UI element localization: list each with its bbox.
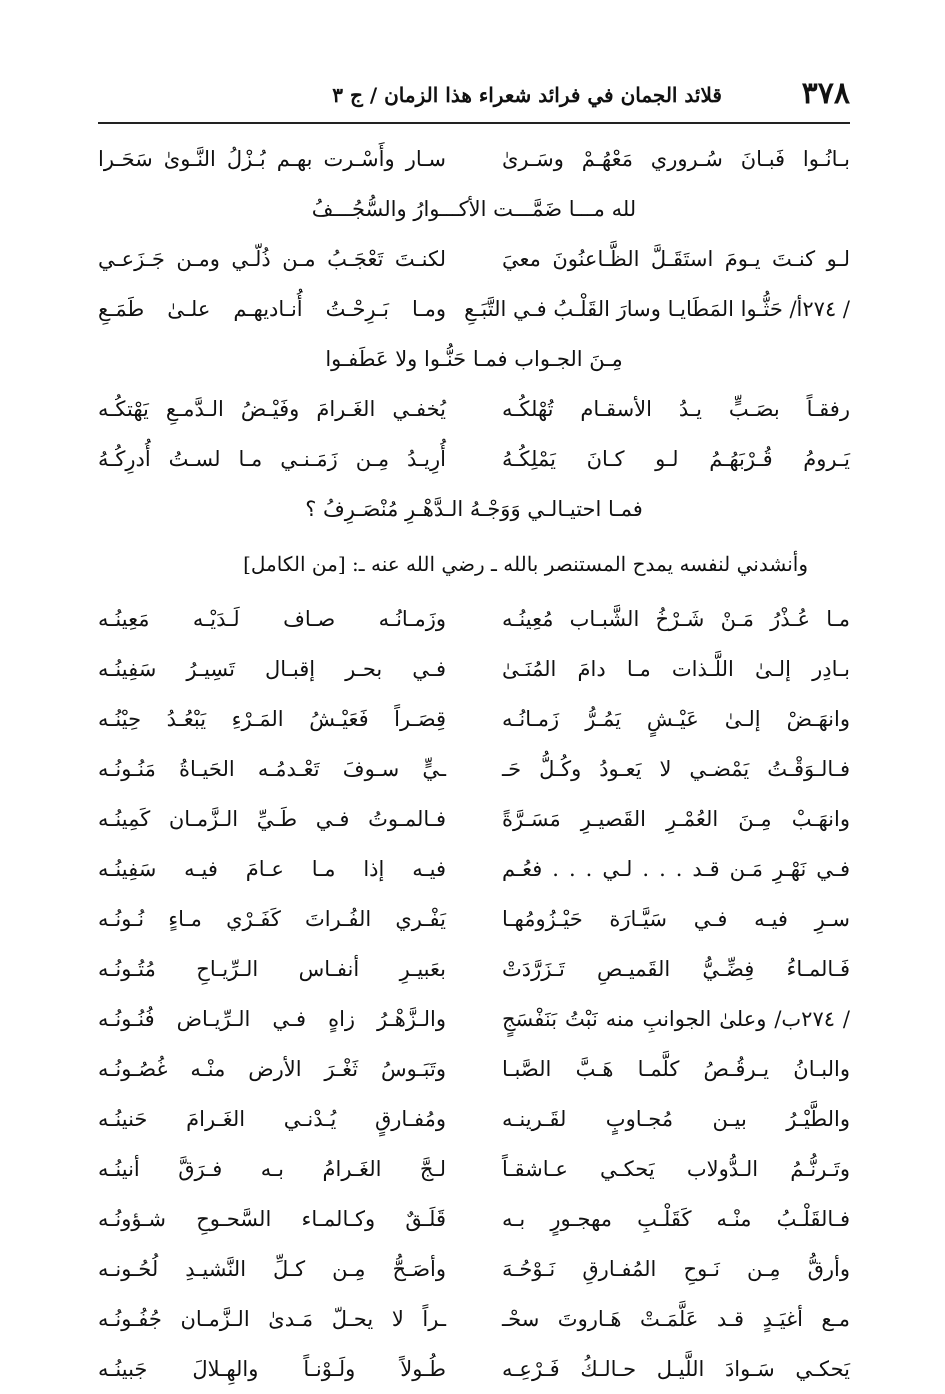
verse-couplet [98, 844, 850, 894]
second-hemistich: يَفْـري الفُـراتَ كَفَـرْي مـاءٍ نُـونُـه [98, 907, 446, 931]
second-hemistich: أُرِيـدُ مِـن زَمَـنـي مـا لسـتُ أُدرِكُـهُ [98, 447, 446, 471]
second-hemistich: قِصَـراً فَعَيْـشُ المَـرْءِ يَبْعُـدُ حِيْنُـه [98, 707, 446, 731]
verse-couplet [98, 894, 850, 944]
page-number: ٣٧٨ [801, 76, 850, 111]
first-hemistich: وتَـرنُّـمُ الـدُّولاب يَحكـي عـاشقـاً [502, 1157, 850, 1181]
verse-couplet [98, 1194, 850, 1244]
first-hemistich: مـع أغيَـدٍ قـد عَلَّمَـتْ هَـاروتَ سحْـ [502, 1307, 850, 1331]
first-hemistich: وانهَـضْ إلـىٰ عَيْـشٍ يَمُـرُّ زَمـانُـه [502, 707, 850, 731]
second-hemistich: وأصَـحُّ مِـن كـلِّ النَّشيـدِ لُحُـونـه [98, 1257, 446, 1281]
second-hemistich: بعَبيـرِ أنفـاس الـرِّيـاحِ مُتُـونُـه [98, 957, 446, 981]
prose-line: وأنشدني لنفسه يمدح المستنصر بالله ـ رضي الله عنه ـ: [من الكامل] [243, 552, 808, 576]
first-hemistich: بـادِر إلـىٰ اللَّـذات مـا دامَ المُنَـىٰ [502, 657, 850, 681]
verse-couplet [98, 234, 850, 284]
second-hemistich: وتَبَـوسُ ثَغْـرَ الأرض منْـه غُصُـونُـه [98, 1057, 446, 1081]
second-hemistich: لـجَّ الغَـرامُ بـه فـرَقَّ أنينُـه [98, 1157, 446, 1181]
verse-couplet [98, 944, 850, 994]
second-hemistich: فـي بحـر إقبـال تَسِيـرُ سَفِينُـه [98, 657, 446, 681]
first-hemistich: بـانُـوا فَبـانَ سُـروري مَعْهُـمْ وسَـرىٰ [502, 147, 850, 171]
verse-couplet [98, 284, 850, 334]
first-hemistich: وانهَـبْ مِـنَ العُمْـرِ القَصيـرِ مَسَـرَّةً [502, 807, 850, 831]
verse-couplet [98, 384, 850, 434]
first-hemistich: فَـالمـاءُ فِضِّـيُّ القَميـصِ تَـزَرَّدَتْ [502, 957, 850, 981]
text-body [98, 134, 850, 1394]
verse-couplet [98, 134, 850, 184]
verse-couplet [98, 694, 850, 744]
second-hemistich: سـار وأَسْـرت بهـم بُـزْلُ النَّـوىٰ سَحَـرا [98, 147, 446, 171]
first-hemistich: والطَّيْـرُ بيـن مُجـاوبٍ لقَـرينـه [502, 1107, 850, 1131]
second-hemistich: فـالمـوتُ فـي طَـيِّ الـزَّمـان كَمِينُـه [98, 807, 446, 831]
verse-couplet [98, 794, 850, 844]
verse-couplet [98, 1144, 850, 1194]
first-hemistich: سـرِ فيـه فـي سَيَّـارَة حَيْـزُومُهـا [502, 907, 850, 931]
first-hemistich: وأرقُّ مِـن نَـوحِ المُفـارقِ نَـوْحُـهَ [502, 1257, 850, 1281]
first-hemistich: فـالـوَقْـتُ يَمْضـي لا يَعـودُ وكُـلُّ حَـ [502, 757, 850, 781]
verse-couplet [98, 1294, 850, 1344]
verse-couplet [98, 434, 850, 484]
second-hemistich: فيـه إذا مـا عـامَ فيـه سَفِينُـه [98, 857, 446, 881]
verse-couplet [98, 1044, 850, 1094]
first-hemistich: والبـانُ يـرقُـصُ كلَّمـا هَـبَّ الصَّبـا [502, 1057, 850, 1081]
verse-couplet [98, 644, 850, 694]
verse-couplet [98, 1344, 850, 1394]
verse-couplet [98, 1244, 850, 1294]
first-hemistich: فـالقَلْـبُ منْـه كَقَلْـبِ مهجـورٍ بـه [502, 1207, 850, 1231]
first-hemistich: يَـرومُ قُـرْبَهُـمُ لـو كـانَ يَمْلِكُـهُ [502, 447, 850, 471]
second-hemistich: ومـا بَـرِحْـتُ أُنـاديهـم علـىٰ طَمَـعِ [98, 297, 446, 321]
first-hemistich: يَحكـي سَـوادَ اللَّيـل حـالـكُ فَـرْعِـه [502, 1357, 850, 1381]
second-hemistich: ـراً لا يحـلّ مَـدىٰ الـزَّمـان جُفُـونُـه [98, 1307, 446, 1331]
second-hemistich: لكنـتَ تَعْجَـبُ مـن ذُلّـي ومـن جَـزَعـي [98, 247, 446, 271]
verse-couplet [98, 744, 850, 794]
first-hemistich: لـو كنـتَ يـومَ استَقَـلَّ الظَّـاعنُونَ معيَ [502, 247, 850, 271]
second-hemistich: طُـولاً ولَـوْنـاً والهِـلالَ جَبينُـه [98, 1357, 446, 1381]
verse-couplet [98, 594, 850, 644]
page-header [98, 74, 850, 114]
second-hemistich: ـيٍّ سـوفَ تَعْـدمُـه الحَيـاةُ مَنُـونُـه [98, 757, 446, 781]
first-hemistich: مـا عُـذْرُ مَـنْ شَـرْخُ الشَّبـاب مُعِينُـه [502, 607, 850, 631]
verse-couplet [98, 1094, 850, 1144]
first-hemistich: فـي نَهْـرِ مَـن قـد . . . لـي . . . فعُـم [502, 857, 850, 881]
second-hemistich: يُخفـي الغَـرامَ وفَيْـضُ الـدَّمـعِ يَهْتكُـه [98, 397, 446, 421]
second-hemistich: ومُفـارقٍ يُـدْنـي الغَـرامَ حَنينُـه [98, 1107, 446, 1131]
centered-verse-line: فمـا احتيـالـي وَوَجْـهُ الـدَّهْـرِ مُنْصَـرِفُ ؟ [305, 497, 643, 521]
header-rule [98, 122, 850, 124]
first-hemistich: رفقـاً بصَـبٍّ يـدُ الأسقـام تُهْلكُـه [502, 397, 850, 421]
second-hemistich: وزَمـانُـه صـاف لَـدَيْـه مَعِينُـه [98, 607, 446, 631]
running-title: قلائد الجمان في فرائد شعراء هذا الزمان / ج ٣ [332, 83, 722, 107]
second-hemistich: قَلَـقٌ وكـالمـاء السَّحـوحِ شـؤونُـه [98, 1207, 446, 1231]
centered-verse-line: لله مـــا ضَمَّـــت الأكـــوارُ والسُّجُـــفُ [311, 197, 637, 221]
second-hemistich: والـزَّهْـرُ زاهٍ فـي الـرِّيـاض فُنُـونُـه [98, 1007, 446, 1031]
first-hemistich: / ٢٧٤ب/ وعلىٰ الجوانبِ منه نَبْتُ بَنَفْسَجٍ [502, 1007, 850, 1031]
centered-verse-line: مِـنَ الجـواب فمـا حَنُّـوا ولا عَطَفـوا [325, 347, 623, 371]
first-hemistich: / ٢٧٤أ/ حَثُّـوا المَطَايـا وسارَ القَلْـبُ فـي التَّبَـعِ [464, 297, 850, 321]
verse-couplet [98, 994, 850, 1044]
